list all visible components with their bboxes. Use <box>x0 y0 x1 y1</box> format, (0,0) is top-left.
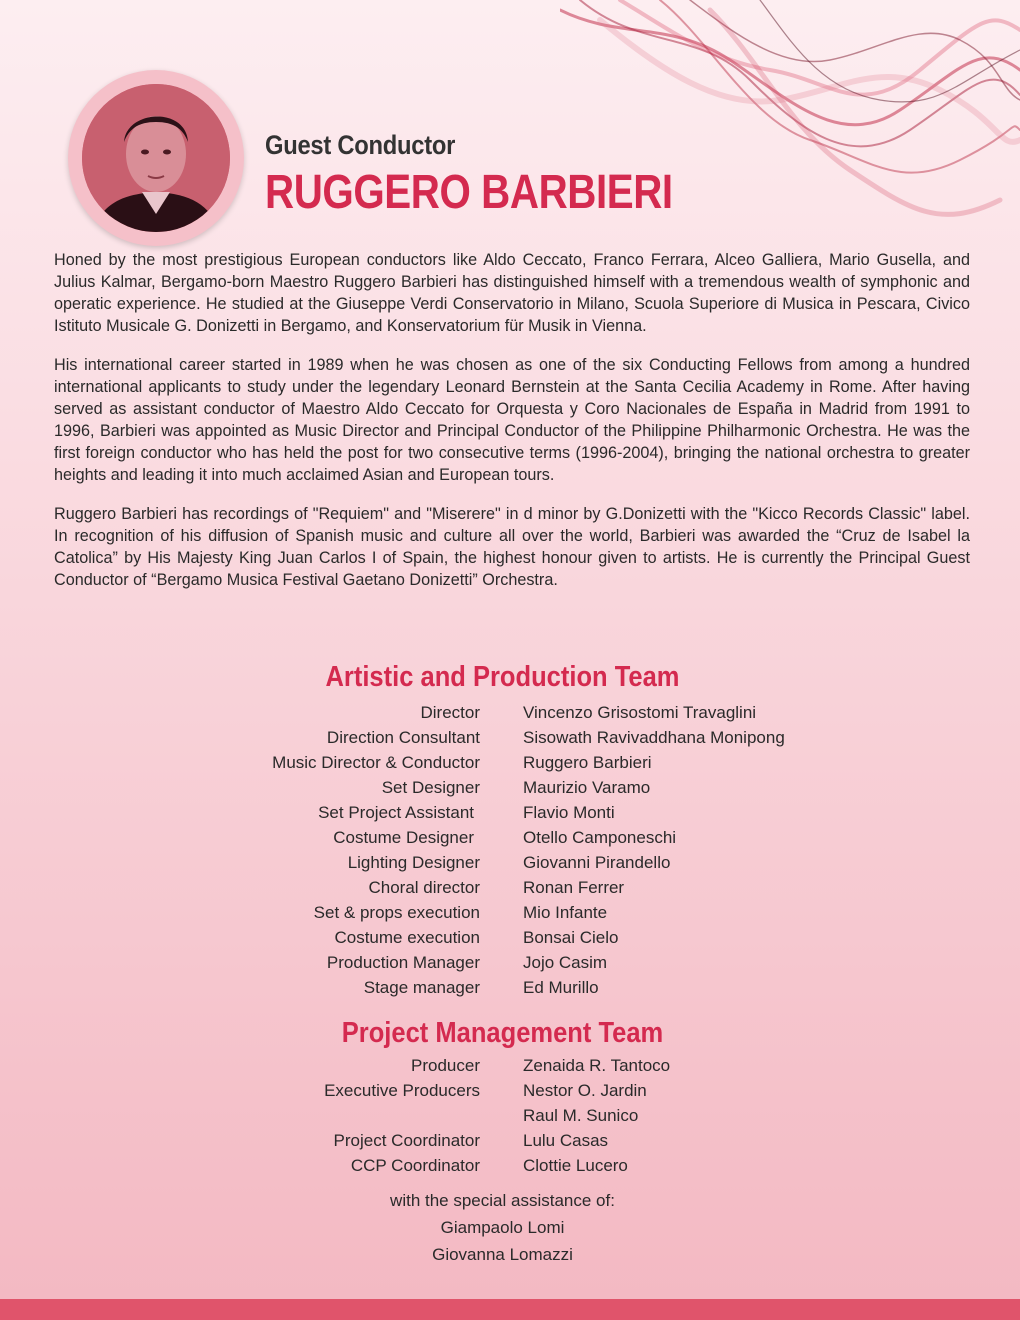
credit-role: Executive Producers <box>324 1081 480 1100</box>
credit-role: Direction Consultant <box>326 728 480 747</box>
credit-name: Flavio Monti <box>523 803 615 822</box>
credit-name: Nestor O. Jardin <box>523 1081 647 1100</box>
assistance-intro: with the special assistance of: <box>390 1191 615 1210</box>
credit-name: Clottie Lucero <box>523 1156 628 1175</box>
credit-name: Vincenzo Grisostomi Travaglini <box>523 703 757 722</box>
credit-role: CCP Coordinator <box>350 1156 480 1175</box>
conductor-name: RUGGERO BARBIERI <box>265 166 673 219</box>
credit-name: Lulu Casas <box>523 1131 609 1150</box>
credit-name: Mio Infante <box>523 903 608 922</box>
credit-row <box>0 1156 1020 1181</box>
credit-role: Music Director & Conductor <box>272 753 480 772</box>
bottom-bar <box>0 1299 1020 1320</box>
credit-row <box>0 978 1020 1003</box>
header-subtitle: Guest Conductor <box>265 130 456 160</box>
credit-row <box>0 853 1020 878</box>
project-team-title: Project Management Team <box>341 1017 664 1049</box>
credit-role: Choral director <box>368 878 480 897</box>
bio-paragraph: Honed by the most prestigious European conductors like Aldo Ceccato, Franco Ferrara, Alceo Galliera, Mario Gusella, and Julius Kalmar, Bergamo-born Maestro Ruggero Barbieri has distinguished himself with a tremendous wealth of symphonic and operatic experience. He studied at the Giuseppe Verdi Conservatorio in Milano, Scuola Superiore di Musica in Pescara, Civico Istituto Musicale G. Donizetti in Bergamo, and Konservatorium für Musik in Vienna. <box>54 251 970 335</box>
bio-paragraph: Ruggero Barbieri has recordings of "Requiem" and "Miserere" in d minor by G.Donizetti with the "Kicco Records Classic" label. In recognition of his diffusion of Spanish music and culture all over the world, Barbieri was awarded the “Cruz de Isabel la Catolica” by His Majesty King Juan Carlos I of Spain, the highest honour given to artists. He is currently the Principal Guest Conductor of “Bergamo Musica Festival Gaetano Donizetti” Orchestra. <box>54 505 970 589</box>
artistic-team-list <box>0 703 1020 1003</box>
credit-row <box>0 1081 1020 1106</box>
credit-row <box>0 803 1020 828</box>
credit-role: Lighting Designer <box>347 853 480 872</box>
biography <box>54 249 970 608</box>
credit-name: Bonsai Cielo <box>523 928 619 947</box>
credit-row <box>0 953 1020 978</box>
credit-name: Ruggero Barbieri <box>523 753 652 772</box>
credit-role: Costume execution <box>334 928 480 947</box>
credit-role: Producer <box>411 1056 480 1075</box>
conductor-photo <box>82 84 230 232</box>
credit-row <box>0 1056 1020 1081</box>
credit-role: Set Project Assistant <box>318 803 474 822</box>
credit-name: Zenaida R. Tantoco <box>523 1056 671 1075</box>
credit-name: Sisowath Ravivaddhana Monipong <box>523 728 785 747</box>
assistance-name: Giovanna Lomazzi <box>432 1245 573 1264</box>
artistic-team-title: Artistic and Production Team <box>325 661 680 693</box>
assistance-name: Giampaolo Lomi <box>440 1218 565 1237</box>
credit-name: Jojo Casim <box>523 953 608 972</box>
credit-row <box>0 878 1020 903</box>
credit-row <box>0 928 1020 953</box>
bio-paragraph: His international career started in 1989 when he was chosen as one of the six Conducting Fellows from among a hundred international applicants to study under the legendary Leonard Bernstein at the Santa Cecilia Academy in Rome. After having served as assistant conductor of Maestro Aldo Ceccato for Orquesta y Coro Nacionales de España in Madrid from 1991 to 1996, Barbieri was appointed as Music Director and Principal Conductor of the Philippine Philharmonic Orchestra. He was the first foreign conductor who has held the post for two consecutive terms (1996-2004), bringing the national orchestra to greater heights and leading it into much acclaimed Asian and European tours. <box>54 356 970 484</box>
credit-name: Ronan Ferrer <box>523 878 625 897</box>
credit-role: Production Manager <box>326 953 480 972</box>
credit-name: Raul M. Sunico <box>523 1106 639 1125</box>
credit-name: Giovanni Pirandello <box>523 853 671 872</box>
credit-role: Project Coordinator <box>333 1131 480 1150</box>
credit-name: Ed Murillo <box>523 978 599 997</box>
credit-row <box>0 1106 1020 1131</box>
credit-role: Set Designer <box>381 778 480 797</box>
credit-row <box>0 728 1020 753</box>
credit-role: Costume Designer <box>333 828 474 847</box>
credit-row <box>0 1131 1020 1156</box>
credit-name: Maurizio Varamo <box>523 778 651 797</box>
special-assistance <box>0 1191 1005 1272</box>
project-team-list <box>0 1056 1020 1181</box>
credit-role: Stage manager <box>363 978 480 997</box>
smoke-decoration <box>560 0 1020 260</box>
credit-row <box>0 753 1020 778</box>
portrait-frame <box>68 70 244 246</box>
credit-row <box>0 703 1020 728</box>
credit-role: Set & props execution <box>313 903 480 922</box>
credit-row <box>0 903 1020 928</box>
credit-row <box>0 828 1020 853</box>
credit-name: Otello Camponeschi <box>523 828 677 847</box>
credit-row <box>0 778 1020 803</box>
credit-role: Director <box>420 703 480 722</box>
